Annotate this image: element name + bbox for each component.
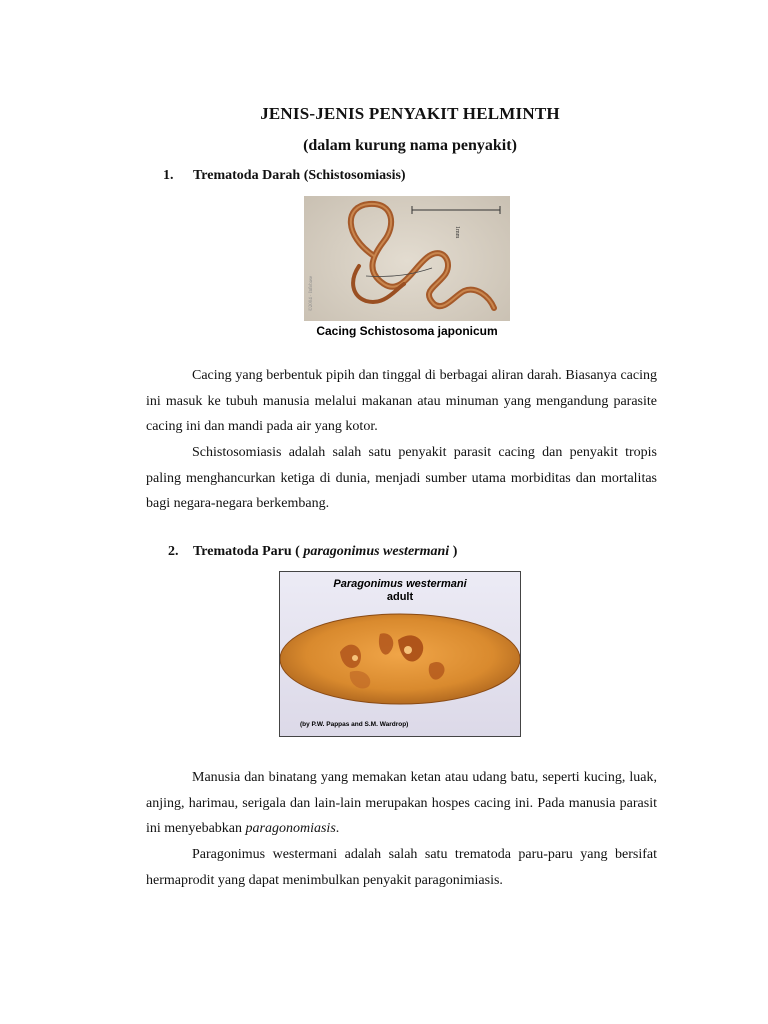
section2-paragraph-1-text: Manusia dan binatang yang memakan ketan atau udang batu, seperti kucing, luak, anjing, harimau, serigala dan lain-lain merupakan hospes cacing ini. Pada manusia parasit ini menyebabkan (146, 770, 657, 836)
section2-number: 2. (168, 544, 179, 559)
paragonimus-figure-credit: (by P.W. Pappas and S.M. Wardrop) (300, 721, 409, 728)
svg-text:1mm: 1mm (454, 226, 460, 239)
section2-paragraph-2-text: Paragonimus westermani adalah salah satu trematoda paru-paru yang bersifat hermaprodit yang dapat menimbulkan penyakit paragonimiasis. (146, 847, 657, 888)
section1-heading (163, 168, 406, 184)
section1-number: 1. (163, 168, 174, 183)
section1-paragraph-1-text: Cacing yang berbentuk pipih dan tinggal di berbagai aliran darah. Biasanya cacing ini masuk ke tubuh manusia melalui makanan atau minuman yang mengandung parasite cacing ini dan mandi pada air yang kotor. (146, 368, 657, 434)
section2-heading (168, 544, 457, 560)
section2-paragraph-1-end: . (335, 821, 340, 836)
paragonimus-figure-title-line2: adult (386, 591, 414, 603)
section2-heading-italic: paragonimus westermani (303, 544, 450, 559)
schistosoma-worm-photo-icon (304, 196, 510, 341)
section2-heading-suffix: ) (449, 544, 458, 559)
document-title: JENIS-JENIS PENYAKIT HELMINTH (260, 104, 560, 123)
section2-paragraph-1 (146, 765, 657, 842)
section2-paragraph-1-italic: paragonomiasis (245, 821, 336, 836)
section2-paragraph-2 (146, 842, 657, 893)
section1-paragraph-1 (146, 363, 657, 440)
section1-heading-text: Trematoda Darah (Schistosomiasis) (193, 168, 406, 183)
paragonimus-figure-title-line1: Paragonimus westermani (333, 578, 467, 590)
paragonimus-figure (279, 571, 521, 737)
schistosoma-caption: Cacing Schistosoma japonicum (304, 321, 510, 341)
document-subtitle: (dalam kurung nama penyakit) (303, 137, 517, 154)
schistosoma-figure (304, 196, 510, 341)
svg-text:©2004 · Infobase: ©2004 · Infobase (309, 275, 314, 311)
section1-paragraph-2 (146, 440, 657, 517)
section1-paragraph-2-text: Schistosomiasis adalah salah satu penyakit parasit cacing dan penyakit tropis paling menghancurkan ketiga di dunia, menjadi sumber utama morbiditas dan mortalitas bagi negara-negara berkembang. (146, 445, 657, 511)
paragonimus-figure-title (280, 578, 520, 604)
section2-heading-prefix: Trematoda Paru ( (193, 544, 304, 559)
